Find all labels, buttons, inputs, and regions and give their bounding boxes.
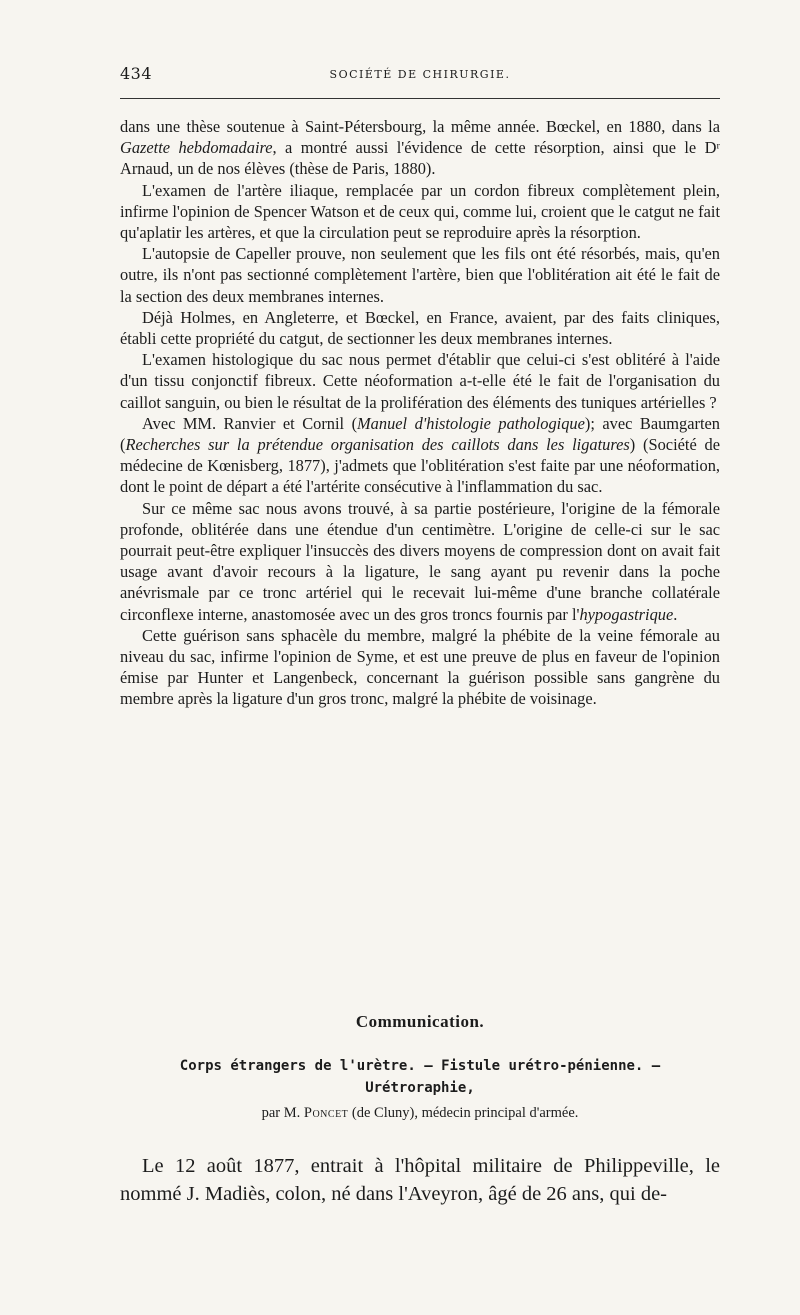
byline-suffix: (de Cluny), médecin principal d'armée. <box>348 1105 579 1121</box>
italic-text: hypogastrique <box>579 604 674 624</box>
body-paragraph <box>120 349 720 413</box>
text-run: Avec MM. Ranvier et Cornil ( <box>142 413 358 433</box>
text-run: ); avec Baumgarten ( <box>120 413 720 455</box>
italic-text: Recherches sur la prétendue organisation des caillots dans les ligatures <box>125 435 630 455</box>
article-title-line-2: Urétroraphie, <box>365 1080 475 1096</box>
article-title <box>150 1055 690 1099</box>
italic-text: Manuel d'histologie pathologique <box>357 413 585 433</box>
body-paragraph <box>120 243 720 307</box>
text-run: L'examen histologique du sac nous permet d'établir que celui-ci s'est oblitéré à l'aide d'un tissu conjonctif fibreux. Cette néoformation a-t-elle été le fait de l'organisation du caillot sanguin, ou bien le résultat de la prolifération des éléments des tuniques artérielles ? <box>120 350 720 412</box>
text-run: L'autopsie de Capeller prouve, non seulement que les fils ont été résorbés, mais, qu'en outre, ils n'ont pas sectionné complètement l'artère, bien que l'oblitération ait été le fait de la section des deux membranes internes. <box>120 244 720 306</box>
byline <box>120 1105 720 1122</box>
text-run: , a montré aussi l'évidence de cette résorption, ainsi que le Dʳ Arnaud, un de nos élèves (thèse de Paris, 1880). <box>120 138 720 179</box>
text-run: ) (Société de médecine de Kœnisberg, 1877), j'admets que l'oblitération s'est faite par une néoformation, dont le point de départ a été l'artérite consécutive à l'inflammation du sac. <box>120 435 720 497</box>
text-run: dans une thèse soutenue à Saint-Pétersbourg, la même année. Bœckel, en 1880, dans la <box>120 117 720 136</box>
header-rule <box>120 98 720 99</box>
text-run: Déjà Holmes, en Angleterre, et Bœckel, en France, avaient, par des faits cliniques, établi cette propriété du catgut, de sectionner les deux membranes internes. <box>120 307 720 349</box>
text-run: Sur ce même sac nous avons trouvé, à sa partie postérieure, l'origine de la fémorale profonde, oblitérée dans une étendue d'un centimètre. L'origine de celle-ci sur le sac pourrait peut-être expliquer l'insuccès des divers moyens de compression dont on avait fait usage avant d'avoir recours à la ligature, le sang ayant pu revenir dans la poche anévrismale par ce tronc artériel qui le recevait lui-même d'une branche collatérale circonflexe interne, anastomosée avec un des gros troncs fournis par l' <box>120 498 720 624</box>
body-paragraph <box>120 307 720 349</box>
running-title: SOCIÉTÉ DE CHIRURGIE. <box>329 68 511 81</box>
lead-paragraph: Le 12 août 1877, entrait à l'hôpital militaire de Philippeville, le nommé J. Madiès, colon, né dans l'Aveyron, âgé de 26 ans, qui de- <box>120 1155 720 1205</box>
byline-author: Poncet <box>303 1105 349 1121</box>
page-header <box>120 62 720 86</box>
body-paragraph <box>120 180 720 244</box>
text-run: L'examen de l'artère iliaque, remplacée par un cordon fibreux complètement plein, infirme l'opinion de Spencer Watson et de ceux qui, comme lui, croient que le catgut ne fait qu'aplatir les artères, et que la circulation peut se reproduire après la résorption. <box>120 180 720 243</box>
body-paragraph <box>120 498 720 625</box>
section-title: Communication. <box>355 1012 485 1031</box>
page-number: 434 <box>120 64 153 83</box>
body-paragraph <box>120 116 720 180</box>
article-title-line-1: Corps étrangers de l'urètre. — Fistule urétro-pénienne. — <box>179 1058 661 1074</box>
article-lead <box>120 1152 720 1208</box>
text-run: . <box>673 604 678 624</box>
italic-text: Gazette hebdomadaire <box>120 138 273 158</box>
body-text <box>120 116 720 710</box>
text-run: Cette guérison sans sphacèle du membre, malgré la phébite de la veine fémorale au niveau du sac, infirme l'opinion de Syme, et est une preuve de plus en faveur de l'opinion émise par Hunter et Langenbeck, concernant la guérison possible sans gangrène du membre après la ligature d'un gros tronc, malgré la phébite de voisinage. <box>120 625 720 709</box>
byline-prefix: par M. <box>261 1105 304 1121</box>
body-paragraph <box>120 413 720 498</box>
body-paragraph <box>120 625 720 710</box>
